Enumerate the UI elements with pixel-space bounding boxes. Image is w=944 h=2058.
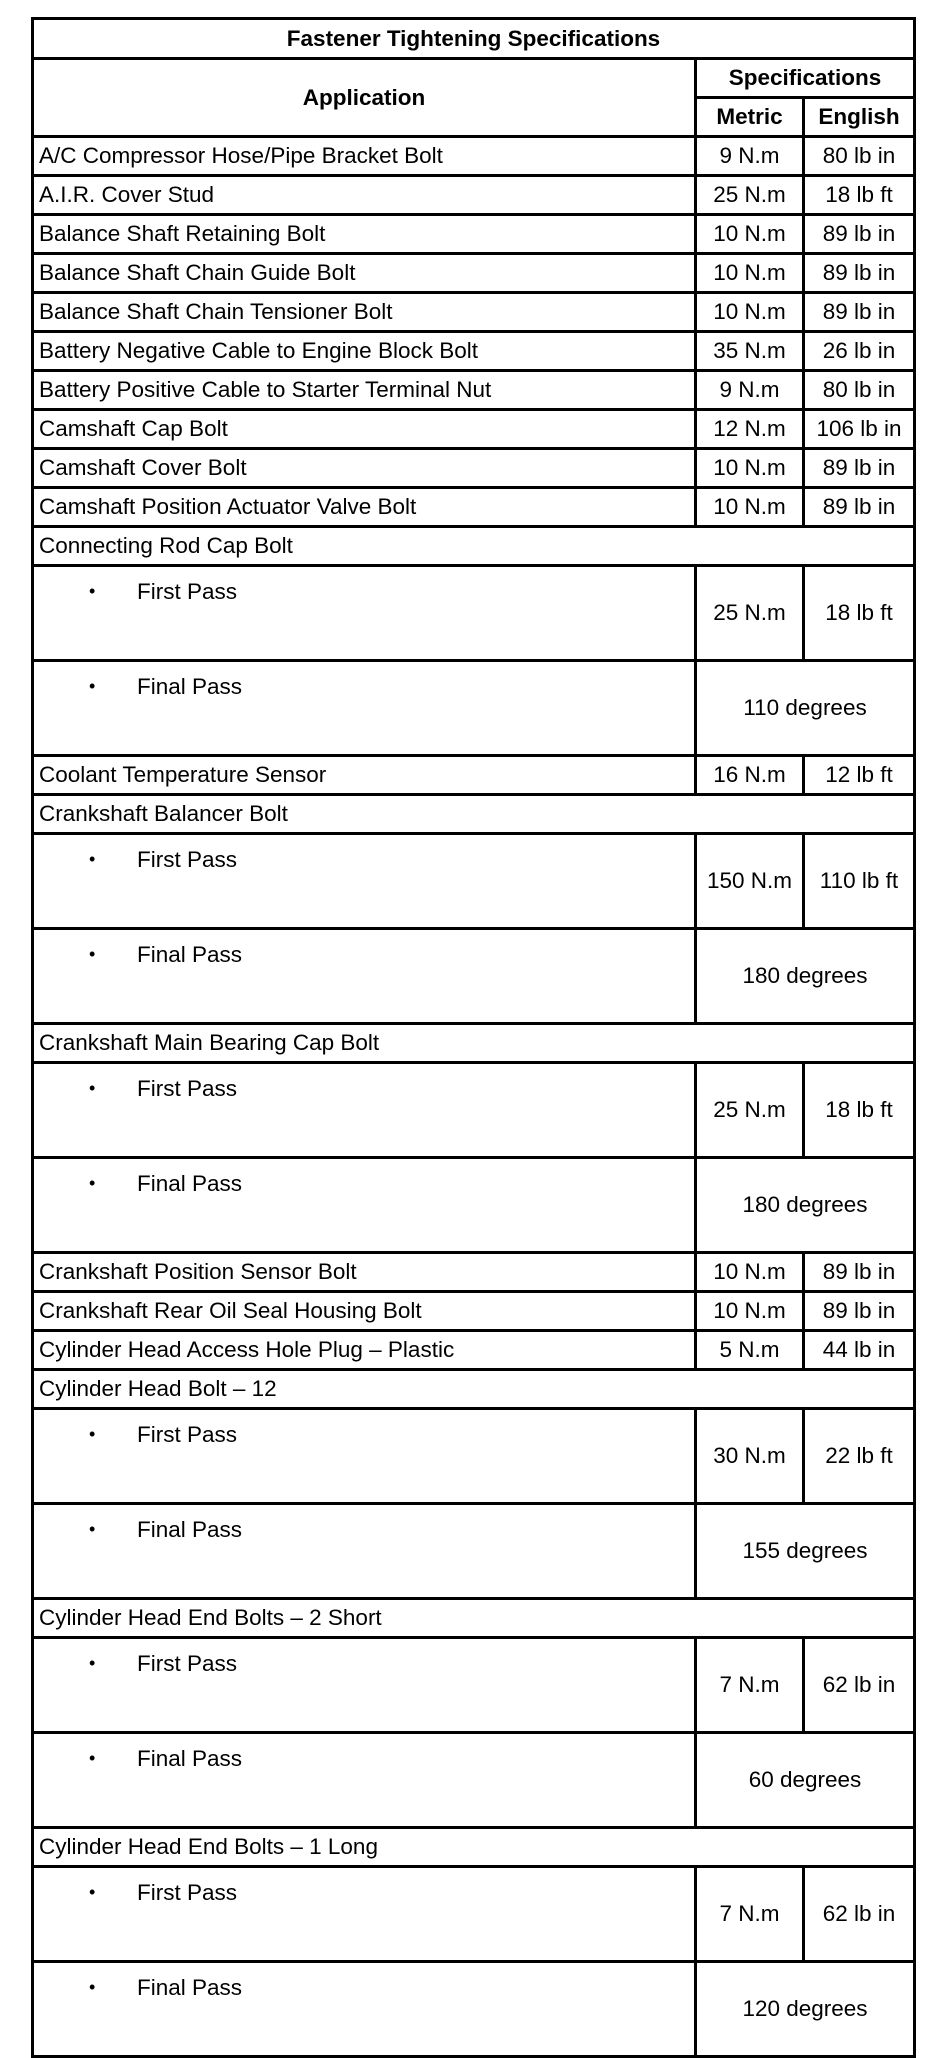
pass-row: [33, 1063, 915, 1158]
group-heading-cell: Crankshaft Main Bearing Cap Bolt: [33, 1024, 915, 1063]
application-cell: Camshaft Position Actuator Valve Bolt: [33, 488, 696, 527]
english-cell: 80 lb in: [804, 137, 915, 176]
application-header: Application: [33, 59, 696, 137]
group-heading-cell: Cylinder Head Bolt – 12: [33, 1370, 915, 1409]
specifications-header: Specifications: [696, 59, 915, 98]
application-cell: Crankshaft Position Sensor Bolt: [33, 1253, 696, 1292]
metric-cell: 10 N.m: [696, 488, 804, 527]
application-cell: Battery Negative Cable to Engine Block Bolt: [33, 332, 696, 371]
english-cell: 62 lb in: [804, 1867, 915, 1962]
angle-cell: 180 degrees: [696, 1158, 915, 1253]
english-cell: 44 lb in: [804, 1331, 915, 1370]
pass-row: [33, 566, 915, 661]
bullet-icon: •: [89, 1748, 96, 1768]
pass-row: [33, 1409, 915, 1504]
metric-cell: 10 N.m: [696, 293, 804, 332]
group-heading-cell: Cylinder Head End Bolts – 1 Long: [33, 1828, 915, 1867]
pass-application-cell: [33, 834, 696, 929]
pass-application-cell: [33, 929, 696, 1024]
table-row: [33, 488, 915, 527]
fastener-spec-table: [31, 17, 916, 2058]
metric-cell: 10 N.m: [696, 449, 804, 488]
english-cell: 12 lb ft: [804, 756, 915, 795]
metric-cell: 12 N.m: [696, 410, 804, 449]
english-cell: 80 lb in: [804, 371, 915, 410]
spec-table-body: [33, 19, 915, 2057]
pass-label: Final Pass: [137, 1171, 243, 1196]
application-cell: Crankshaft Rear Oil Seal Housing Bolt: [33, 1292, 696, 1331]
group-heading-row: [33, 795, 915, 834]
pass-application-cell: [33, 1733, 696, 1828]
pass-application-cell: [33, 1504, 696, 1599]
english-cell: 89 lb in: [804, 488, 915, 527]
pass-label: First Pass: [137, 1880, 238, 1905]
pass-row: [33, 1867, 915, 1962]
application-cell: Balance Shaft Chain Guide Bolt: [33, 254, 696, 293]
angle-cell: 60 degrees: [696, 1733, 915, 1828]
table-row: [33, 756, 915, 795]
english-cell: 18 lb ft: [804, 1063, 915, 1158]
bullet-icon: •: [89, 849, 96, 869]
english-cell: 18 lb ft: [804, 176, 915, 215]
table-row: [33, 137, 915, 176]
group-heading-row: [33, 1828, 915, 1867]
pass-row: [33, 1733, 915, 1828]
english-cell: 18 lb ft: [804, 566, 915, 661]
table-row: [33, 332, 915, 371]
bullet-icon: •: [89, 676, 96, 696]
pass-row: [33, 1504, 915, 1599]
bullet-icon: •: [89, 1977, 96, 1997]
group-heading-row: [33, 1370, 915, 1409]
pass-application-cell: [33, 1063, 696, 1158]
english-cell: 62 lb in: [804, 1638, 915, 1733]
table-title: Fastener Tightening Specifications: [33, 19, 915, 59]
table-row: [33, 410, 915, 449]
metric-cell: 16 N.m: [696, 756, 804, 795]
pass-application-cell: [33, 1867, 696, 1962]
pass-row: [33, 1158, 915, 1253]
angle-cell: 120 degrees: [696, 1962, 915, 2057]
table-row: [33, 293, 915, 332]
metric-cell: 10 N.m: [696, 1292, 804, 1331]
pass-label: Final Pass: [137, 1975, 243, 2000]
angle-cell: 155 degrees: [696, 1504, 915, 1599]
metric-cell: 10 N.m: [696, 215, 804, 254]
application-cell: Camshaft Cap Bolt: [33, 410, 696, 449]
pass-label: First Pass: [137, 847, 238, 872]
bullet-icon: •: [89, 1519, 96, 1539]
pass-row: [33, 834, 915, 929]
table-row: [33, 215, 915, 254]
metric-cell: 9 N.m: [696, 137, 804, 176]
table-row: [33, 1253, 915, 1292]
metric-cell: 5 N.m: [696, 1331, 804, 1370]
metric-cell: 25 N.m: [696, 1063, 804, 1158]
english-cell: 89 lb in: [804, 449, 915, 488]
pass-label: Final Pass: [137, 674, 243, 699]
english-cell: 106 lb in: [804, 410, 915, 449]
english-header: English: [804, 98, 915, 137]
table-row: [33, 1331, 915, 1370]
metric-cell: 10 N.m: [696, 1253, 804, 1292]
title-row: [33, 19, 915, 59]
group-heading-row: [33, 1599, 915, 1638]
bullet-icon: •: [89, 581, 96, 601]
metric-cell: 10 N.m: [696, 254, 804, 293]
pass-label: First Pass: [137, 1076, 238, 1101]
table-row: [33, 449, 915, 488]
pass-row: [33, 929, 915, 1024]
table-row: [33, 371, 915, 410]
application-cell: Cylinder Head Access Hole Plug – Plastic: [33, 1331, 696, 1370]
english-cell: 22 lb ft: [804, 1409, 915, 1504]
pass-row: [33, 661, 915, 756]
pass-label: Final Pass: [137, 1517, 243, 1542]
metric-cell: 25 N.m: [696, 176, 804, 215]
group-heading-cell: Cylinder Head End Bolts – 2 Short: [33, 1599, 915, 1638]
bullet-icon: •: [89, 1653, 96, 1673]
pass-application-cell: [33, 661, 696, 756]
group-heading-cell: Connecting Rod Cap Bolt: [33, 527, 915, 566]
table-row: [33, 176, 915, 215]
pass-application-cell: [33, 1962, 696, 2057]
application-cell: Camshaft Cover Bolt: [33, 449, 696, 488]
pass-label: First Pass: [137, 1422, 238, 1447]
table-row: [33, 1292, 915, 1331]
english-cell: 89 lb in: [804, 1292, 915, 1331]
pass-row: [33, 1962, 915, 2057]
pass-application-cell: [33, 1638, 696, 1733]
group-heading-cell: Crankshaft Balancer Bolt: [33, 795, 915, 834]
english-cell: 110 lb ft: [804, 834, 915, 929]
metric-cell: 25 N.m: [696, 566, 804, 661]
bullet-icon: •: [89, 1078, 96, 1098]
pass-label: Final Pass: [137, 1746, 243, 1771]
pass-application-cell: [33, 1158, 696, 1253]
metric-cell: 9 N.m: [696, 371, 804, 410]
bullet-icon: •: [89, 944, 96, 964]
bullet-icon: •: [89, 1882, 96, 1902]
english-cell: 89 lb in: [804, 293, 915, 332]
application-cell: A/C Compressor Hose/Pipe Bracket Bolt: [33, 137, 696, 176]
application-cell: A.I.R. Cover Stud: [33, 176, 696, 215]
angle-cell: 180 degrees: [696, 929, 915, 1024]
metric-cell: 7 N.m: [696, 1867, 804, 1962]
bullet-icon: •: [89, 1424, 96, 1444]
english-cell: 89 lb in: [804, 215, 915, 254]
pass-label: Final Pass: [137, 942, 243, 967]
application-cell: Battery Positive Cable to Starter Terminal Nut: [33, 371, 696, 410]
metric-cell: 30 N.m: [696, 1409, 804, 1504]
application-cell: Balance Shaft Retaining Bolt: [33, 215, 696, 254]
pass-application-cell: [33, 1409, 696, 1504]
pass-application-cell: [33, 566, 696, 661]
application-cell: Coolant Temperature Sensor: [33, 756, 696, 795]
table-row: [33, 254, 915, 293]
metric-cell: 150 N.m: [696, 834, 804, 929]
english-cell: 89 lb in: [804, 254, 915, 293]
group-heading-row: [33, 1024, 915, 1063]
header-row-1: [33, 59, 915, 98]
pass-row: [33, 1638, 915, 1733]
metric-header: Metric: [696, 98, 804, 137]
application-cell: Balance Shaft Chain Tensioner Bolt: [33, 293, 696, 332]
english-cell: 26 lb in: [804, 332, 915, 371]
metric-cell: 7 N.m: [696, 1638, 804, 1733]
pass-label: First Pass: [137, 579, 238, 604]
english-cell: 89 lb in: [804, 1253, 915, 1292]
pass-label: First Pass: [137, 1651, 238, 1676]
angle-cell: 110 degrees: [696, 661, 915, 756]
metric-cell: 35 N.m: [696, 332, 804, 371]
bullet-icon: •: [89, 1173, 96, 1193]
group-heading-row: [33, 527, 915, 566]
